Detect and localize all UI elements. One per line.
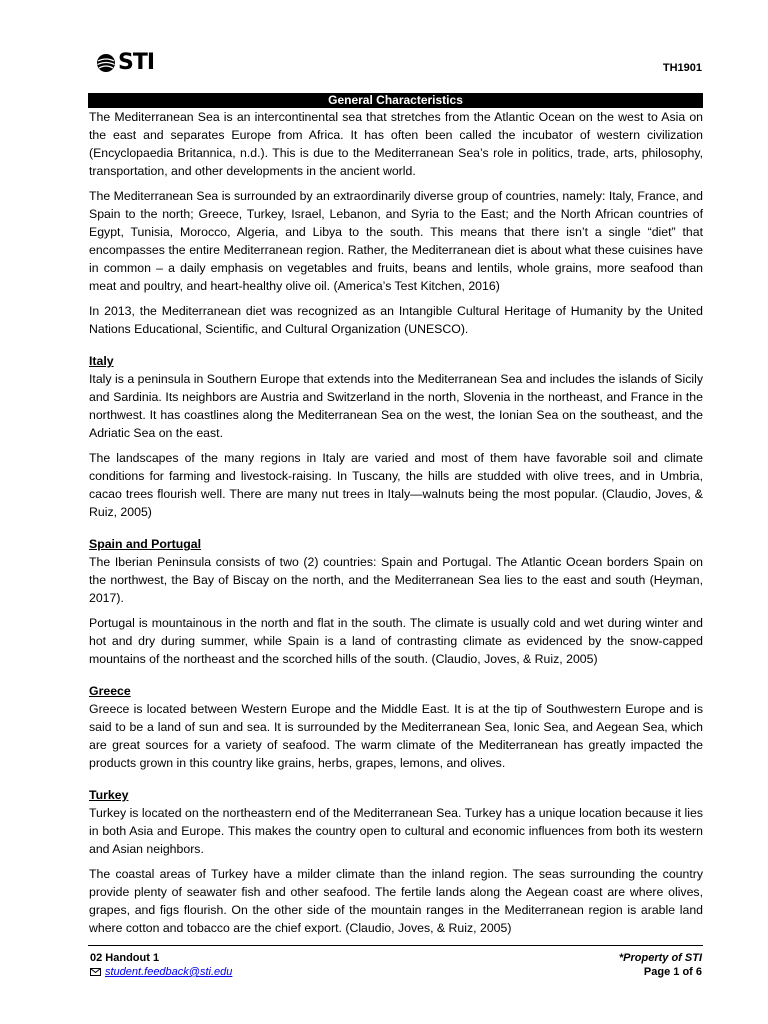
paragraph: Greece is located between Western Europe and the Middle East. It is at the tip of Southwestern Europe and is said to be a land of sun and sea. It is surrounded by the Mediterranean Sea, Ionic Sea, and Aegean Sea, which are great sources for a variety of seafood. The warm climate of the Mediterranean has greatly impacted the products grown in this country like grains, herbs, grapes, lemons, and olives. [89,702,703,770]
paragraph: The Mediterranean Sea is surrounded by an extraordinarily diverse group of countries, namely: Italy, France, and Spain to the north; Greece, Turkey, Israel, Lebanon, and Syria to the East; and the North African countries of Egypt, Tunisia, Morocco, Algeria, and Libya to the south. This means that there isn’t a single “diet” that encompasses the entire Mediterranean region. Rather, the Mediterranean diet is about what these cuisines have in common – a daily emphasis on vegetables and fruits, beans and lentils, whole grains, more seafood than meat and poultry, and heart-healthy olive oil. (America’s Test Kitchen, 2016) [89,189,703,293]
paragraph: The landscapes of the many regions in Italy are varied and most of them have favorable soil and climate conditions for farming and livestock-raising. In Tuscany, the hills are studded with olive trees, and in Umbria, cacao trees flourish well. There are many nut trees in Italy—walnuts being the most popular. (Claudio, Joves, & Ruiz, 2005) [89,451,703,519]
paragraph: Italy is a peninsula in Southern Europe that extends into the Mediterranean Sea and includes the islands of Sicily and Sardinia. Its neighbors are Austria and Switzerland in the north, Slovenia in the northeast, and France in the northwest. It has coastlines along the Mediterranean Sea on the west, the Ionian Sea on the southeast, and the Adriatic Sea on the east. [89,372,703,440]
footer-right [619,951,702,979]
footer-left [90,951,232,979]
paragraph: The coastal areas of Turkey have a milder climate than the inland region. The seas surrounding the country provide plenty of seawater fish and other seafood. The fertile lands along the Aegean coast are where olives, grapes, and figs flourish. On the other side of the mountain ranges in the Mediterranean region is arable land where cotton and tobacco are the chief export. (Claudio, Joves, & Ruiz, 2005) [89,867,703,935]
globe-icon [96,53,116,73]
section-heading-greece: Greece [89,684,131,698]
footer-divider [88,945,703,946]
document-code: TH1901 [662,62,702,74]
paragraph: In 2013, the Mediterranean diet was recognized as an Intangible Cultural Heritage of Humanity by the United Nations Educational, Scientific, and Cultural Organization (UNESCO). [89,304,703,336]
section-heading-turkey: Turkey [89,788,129,802]
paragraph: The Iberian Peninsula consists of two (2) countries: Spain and Portugal. The Atlantic Ocean borders Spain on the northwest, the Bay of Biscay on the north, and the Mediterranean Sea lies to the east and south (Heyman, 2017). [89,555,703,605]
email-link[interactable]: student.feedback@sti.edu [105,966,233,978]
envelope-icon [90,968,101,976]
paragraph: The Mediterranean Sea is an intercontinental sea that stretches from the Atlantic Ocean on the west to Asia on the east and separates Europe from Africa. It has often been called the incubator of western civilization (Encyclopaedia Britannica, n.d.). This is due to the Mediterranean Sea’s role in politics, trade, arts, philosophy, transportation, and other developments in the ancient world. [89,110,703,178]
logo-text: STI [118,50,155,75]
section-heading-italy: Italy [89,354,114,368]
paragraph: Portugal is mountainous in the north and flat in the south. The climate is usually cold and wet during winter and hot and dry during summer, while Spain is a land of contrasting climate as evidenced by the snow-capped mountains of the northeast and the scorched hills of the south. (Claudio, Joves, & Ruiz, 2005) [89,616,703,666]
handout-label: 02 Handout 1 [90,952,160,964]
paragraph: Turkey is located on the northeastern end of the Mediterranean Sea. Turkey has a unique location because it lies in both Asia and Europe. This makes the country open to cultural and economic influences from both its western and Asian neighbors. [89,806,703,856]
sti-logo [96,50,154,76]
email-row [90,965,232,979]
section-title-bar: General Characteristics [88,93,703,108]
property-label: *Property of STI [618,952,702,964]
section-heading-spain-portugal: Spain and Portugal [89,537,202,551]
document-body [89,108,703,944]
page-number: Page 1 of 6 [643,966,702,978]
